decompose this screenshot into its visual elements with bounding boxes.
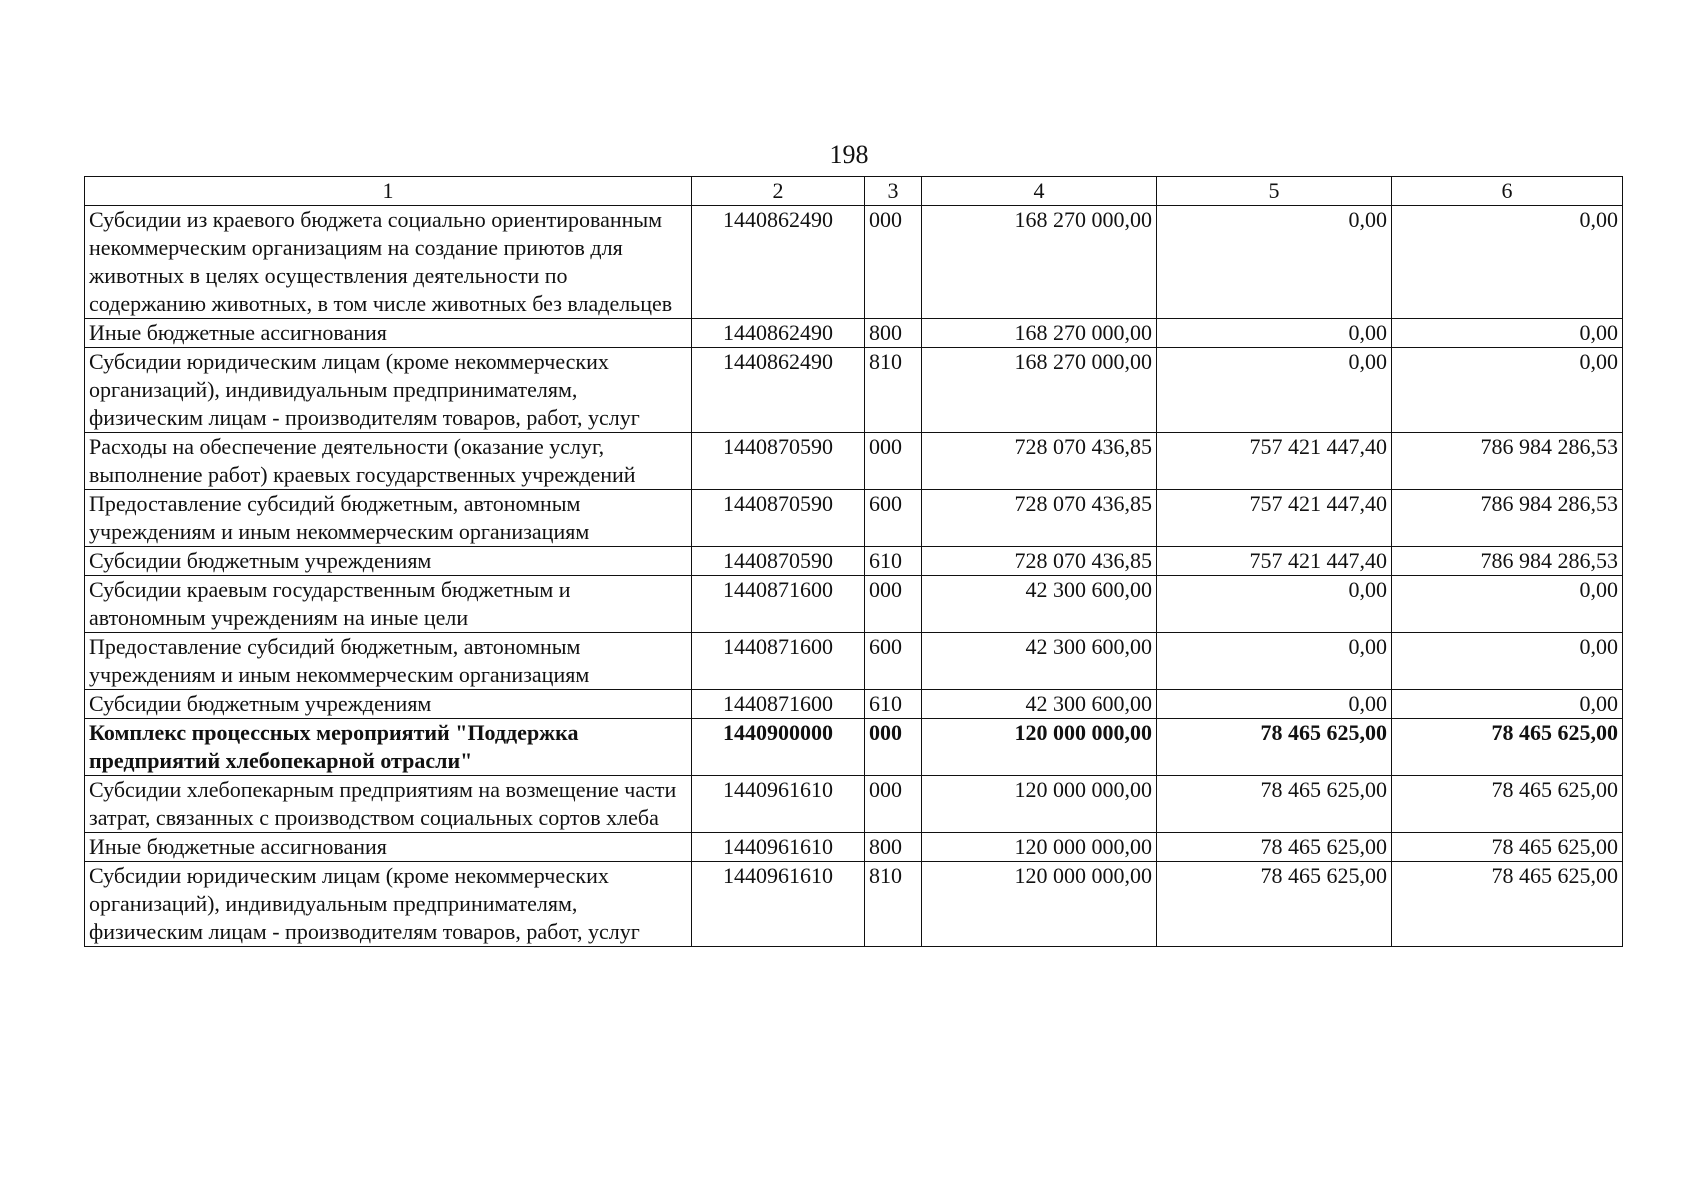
table-row [85,833,1623,862]
amount-col6-cell: 78 465 625,00 [1392,719,1623,776]
target-article-code-cell: 1440870590 [692,547,865,576]
expense-name-cell: Субсидии юридическим лицам (кроме некоммерческих организаций), индивидуальным предпринимателям, физическим лицам - производителям товаров, работ, услуг [85,348,692,433]
table-row [85,862,1623,947]
table-row [85,633,1623,690]
amount-col5-cell: 0,00 [1157,576,1392,633]
amount-col6-cell: 0,00 [1392,576,1623,633]
amount-col4-cell: 120 000 000,00 [922,776,1157,833]
target-article-code-cell: 1440961610 [692,776,865,833]
budget-table [84,176,1623,947]
amount-col5-cell: 757 421 447,40 [1157,490,1392,547]
amount-col6-cell: 78 465 625,00 [1392,862,1623,947]
page-number: 198 [829,140,869,169]
amount-col4-cell: 168 270 000,00 [922,319,1157,348]
target-article-code-cell: 1440871600 [692,633,865,690]
amount-col5-cell: 78 465 625,00 [1157,862,1392,947]
amount-col5-cell: 0,00 [1157,690,1392,719]
amount-col4-cell: 120 000 000,00 [922,833,1157,862]
expense-type-code-cell: 800 [865,833,922,862]
amount-col6-cell: 0,00 [1392,633,1623,690]
amount-col5-cell: 0,00 [1157,348,1392,433]
expense-name-cell: Иные бюджетные ассигнования [85,833,692,862]
column-header-3: 3 [865,177,922,206]
amount-col6-cell: 78 465 625,00 [1392,833,1623,862]
amount-col5-cell: 78 465 625,00 [1157,776,1392,833]
expense-type-code-cell: 000 [865,206,922,319]
expense-type-code-cell: 600 [865,633,922,690]
column-header-2: 2 [692,177,865,206]
amount-col6-cell: 0,00 [1392,348,1623,433]
expense-name-cell: Субсидии краевым государственным бюджетным и автономным учреждениям на иные цели [85,576,692,633]
amount-col4-cell: 728 070 436,85 [922,547,1157,576]
expense-name-cell: Субсидии из краевого бюджета социально ориентированным некоммерческим организациям на создание приютов для животных в целях осуществления деятельности по содержанию животных, в том числе животных без владельцев [85,206,692,319]
target-article-code-cell: 1440961610 [692,833,865,862]
expense-name-cell: Субсидии юридическим лицам (кроме некоммерческих организаций), индивидуальным предпринимателям, физическим лицам - производителям товаров, работ, услуг [85,862,692,947]
table-row [85,490,1623,547]
table-row [85,547,1623,576]
amount-col5-cell: 757 421 447,40 [1157,433,1392,490]
amount-col6-cell: 0,00 [1392,206,1623,319]
amount-col4-cell: 728 070 436,85 [922,490,1157,547]
target-article-code-cell: 1440871600 [692,576,865,633]
table-row [85,319,1623,348]
amount-col5-cell: 78 465 625,00 [1157,719,1392,776]
column-header-4: 4 [922,177,1157,206]
expense-name-cell: Предоставление субсидий бюджетным, автономным учреждениям и иным некоммерческим организациям [85,490,692,547]
table-row [85,576,1623,633]
target-article-code-cell: 1440900000 [692,719,865,776]
amount-col6-cell: 786 984 286,53 [1392,490,1623,547]
expense-type-code-cell: 810 [865,862,922,947]
amount-col6-cell: 0,00 [1392,319,1623,348]
amount-col4-cell: 42 300 600,00 [922,690,1157,719]
amount-col4-cell: 728 070 436,85 [922,433,1157,490]
target-article-code-cell: 1440870590 [692,490,865,547]
table-row [85,776,1623,833]
amount-col6-cell: 0,00 [1392,690,1623,719]
amount-col4-cell: 168 270 000,00 [922,348,1157,433]
amount-col6-cell: 786 984 286,53 [1392,547,1623,576]
column-header-6: 6 [1392,177,1623,206]
expense-type-code-cell: 810 [865,348,922,433]
expense-name-cell: Субсидии бюджетным учреждениям [85,690,692,719]
expense-name-cell: Расходы на обеспечение деятельности (оказание услуг, выполнение работ) краевых государственных учреждений [85,433,692,490]
amount-col5-cell: 757 421 447,40 [1157,547,1392,576]
expense-type-code-cell: 610 [865,690,922,719]
amount-col4-cell: 120 000 000,00 [922,719,1157,776]
amount-col4-cell: 42 300 600,00 [922,633,1157,690]
table-row [85,348,1623,433]
expense-type-code-cell: 000 [865,719,922,776]
amount-col5-cell: 78 465 625,00 [1157,833,1392,862]
column-header-5: 5 [1157,177,1392,206]
expense-type-code-cell: 000 [865,776,922,833]
amount-col5-cell: 0,00 [1157,206,1392,319]
table-row [85,719,1623,776]
target-article-code-cell: 1440862490 [692,319,865,348]
expense-name-cell: Комплекс процессных мероприятий "Поддержка предприятий хлебопекарной отрасли" [85,719,692,776]
target-article-code-cell: 1440862490 [692,206,865,319]
amount-col4-cell: 120 000 000,00 [922,862,1157,947]
table-body [85,206,1623,947]
target-article-code-cell: 1440961610 [692,862,865,947]
target-article-code-cell: 1440862490 [692,348,865,433]
amount-col5-cell: 0,00 [1157,633,1392,690]
amount-col5-cell: 0,00 [1157,319,1392,348]
table-row [85,433,1623,490]
expense-name-cell: Субсидии бюджетным учреждениям [85,547,692,576]
column-header-1: 1 [85,177,692,206]
expense-name-cell: Иные бюджетные ассигнования [85,319,692,348]
amount-col4-cell: 42 300 600,00 [922,576,1157,633]
expense-type-code-cell: 610 [865,547,922,576]
target-article-code-cell: 1440871600 [692,690,865,719]
target-article-code-cell: 1440870590 [692,433,865,490]
table-row [85,690,1623,719]
expense-type-code-cell: 600 [865,490,922,547]
amount-col4-cell: 168 270 000,00 [922,206,1157,319]
expense-name-cell: Предоставление субсидий бюджетным, автономным учреждениям и иным некоммерческим организациям [85,633,692,690]
amount-col6-cell: 78 465 625,00 [1392,776,1623,833]
table-row [85,206,1623,319]
amount-col6-cell: 786 984 286,53 [1392,433,1623,490]
expense-name-cell: Субсидии хлебопекарным предприятиям на возмещение части затрат, связанных с производством социальных сортов хлеба [85,776,692,833]
expense-type-code-cell: 000 [865,433,922,490]
header-row [85,177,1623,206]
expense-type-code-cell: 000 [865,576,922,633]
expense-type-code-cell: 800 [865,319,922,348]
